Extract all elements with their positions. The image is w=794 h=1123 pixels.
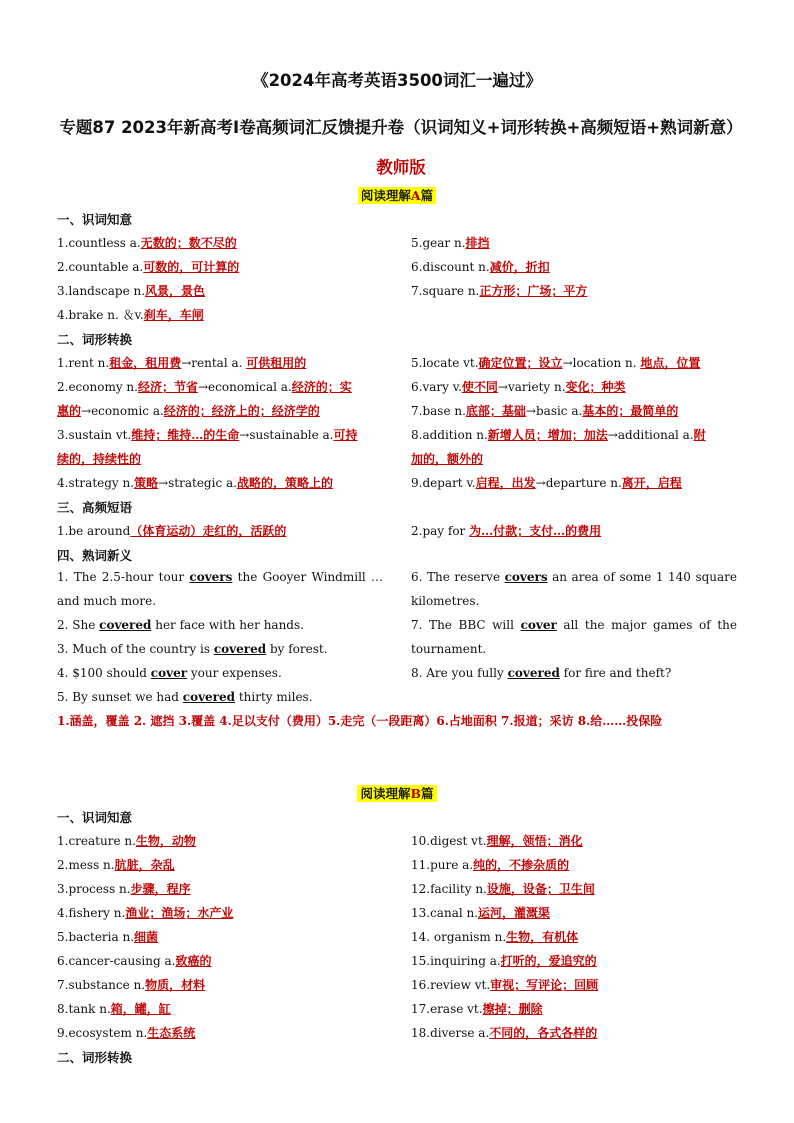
vocab-item: 17.erase vt.擦掉；删除	[411, 1002, 543, 1016]
transform-item: 2.economy n.经济；节省→economical a.经济的；实	[57, 380, 352, 394]
vocab-item: 1.countless a.无数的；数不尽的	[57, 236, 237, 250]
transform-item: 5.locate vt.确定位置；设立→location n. 地点，位置	[411, 356, 701, 370]
phrase-item: 2.pay for 为…付款；支付…的费用	[411, 524, 602, 538]
vocab-item: 15.inquiring a.打听的，爱追究的	[411, 954, 597, 968]
section-a-heading-3: 三、高频短语	[57, 500, 133, 515]
section-b-title: 阅读理解B篇	[0, 784, 794, 802]
teacher-edition-label: 教师版	[376, 158, 426, 177]
transform-item: 3.sustain vt.维持；维持…的生命→sustainable a.可持	[57, 428, 358, 442]
vocab-item: 7.square n.正方形；广场；平方	[411, 284, 588, 298]
sentence-item: 4. $100 should cover your expenses.	[57, 666, 282, 680]
section-a-heading-4: 四、熟词新义	[57, 548, 133, 563]
transform-item: 7.base n.底部；基础→basic a.基本的；最简单的	[411, 404, 679, 418]
vocab-item: 3.process n.步骤，程序	[57, 882, 191, 896]
vocab-item: 10.digest vt.理解，领悟；消化	[411, 834, 583, 848]
vocab-item: 16.review vt.审视；写评论；回顾	[411, 978, 599, 992]
vocab-item: 14. organism n.生物，有机体	[411, 930, 579, 944]
vocab-item: 8.tank n.箱，罐，缸	[57, 1002, 171, 1016]
answer-key: 1.涵盖，覆盖 2. 遮挡 3.覆盖 4.足以支付（费用）5.走完（一段距离）6.占地面积 7.报道；采访 8.给……投保险	[57, 714, 663, 728]
sentence-item: 8. Are you fully covered for fire and theft?	[411, 666, 672, 680]
transform-item: 6.vary v.使不同→variety n.变化；种类	[411, 380, 626, 394]
transform-item: 9.depart v.启程，出发→departure n.离开，启程	[411, 476, 682, 490]
vocab-item: 4.brake n. ＆v.刹车，车闸	[57, 308, 204, 322]
section-b-heading-2: 二、词形转换	[57, 1050, 133, 1065]
section-a-heading-2: 二、词形转换	[57, 332, 133, 347]
vocab-item: 5.gear n.排挡	[411, 236, 490, 250]
vocab-item: 6.cancer-causing a.致癌的	[57, 954, 212, 968]
transform-item: 8.addition n.新增人员；增加；加法→additional a.附	[411, 428, 706, 442]
vocab-item: 2.countable a.可数的，可计算的	[57, 260, 240, 274]
sentence-item: 6. The reserve covers an area of some 1 140 square kilometres.	[411, 570, 737, 608]
transform-item: 1.rent n.租金，租用费→rental a. 可供租用的	[57, 356, 307, 370]
section-b-heading-1: 一、识词知意	[57, 810, 133, 825]
sentence-item: 3. Much of the country is covered by forest.	[57, 642, 328, 656]
transform-item-cont: 惠的→economic a.经济的；经济上的；经济学的	[57, 404, 320, 418]
vocab-item: 2.mess n.肮脏，杂乱	[57, 858, 175, 872]
vocab-item: 9.ecosystem n.生态系统	[57, 1026, 196, 1040]
transform-item-cont: 加的，额外的	[411, 452, 484, 466]
vocab-item: 6.discount n.减价，折扣	[411, 260, 550, 274]
vocab-item: 11.pure a.纯的，不掺杂质的	[411, 858, 570, 872]
vocab-item: 3.landscape n.风景，景色	[57, 284, 206, 298]
subtitle-text: 专题87 2023年新高考I卷高频词汇反馈提升卷（识词知义+词形转换+高频短语+熟词新意）	[59, 118, 743, 137]
vocab-item: 5.bacteria n.细菌	[57, 930, 159, 944]
phrase-item: 1.be around（体育运动）走红的，活跃的	[57, 524, 287, 538]
sentence-item: 5. By sunset we had covered thirty miles.	[57, 690, 313, 704]
vocab-item: 13.canal n.运河，灌溉渠	[411, 906, 551, 920]
vocab-item: 12.facility n.设施，设备；卫生间	[411, 882, 595, 896]
section-a-title: 阅读理解A篇	[0, 186, 794, 204]
transform-item-cont: 续的，持续性的	[57, 452, 142, 466]
vocab-item: 18.diverse a.不同的，各式各样的	[411, 1026, 598, 1040]
transform-item: 4.strategy n.策略→strategic a.战略的，策略上的	[57, 476, 333, 490]
section-a-heading-1: 一、识词知意	[57, 212, 133, 227]
vocab-item: 1.creature n.生物，动物	[57, 834, 196, 848]
document-subtitle	[56, 108, 746, 188]
sentence-item: 7. The BBC will cover all the major games of the tournament.	[411, 618, 737, 656]
vocab-item: 4.fishery n.渔业；渔场；水产业	[57, 906, 234, 920]
sentence-item: 2. She covered her face with her hands.	[57, 618, 304, 632]
document-title: 《2024年高考英语3500词汇一遍过》	[252, 71, 542, 90]
sentence-item: 1. The 2.5-hour tour covers the Gooyer Windmill … and much more.	[57, 570, 383, 608]
vocab-item: 7.substance n.物质，材料	[57, 978, 206, 992]
